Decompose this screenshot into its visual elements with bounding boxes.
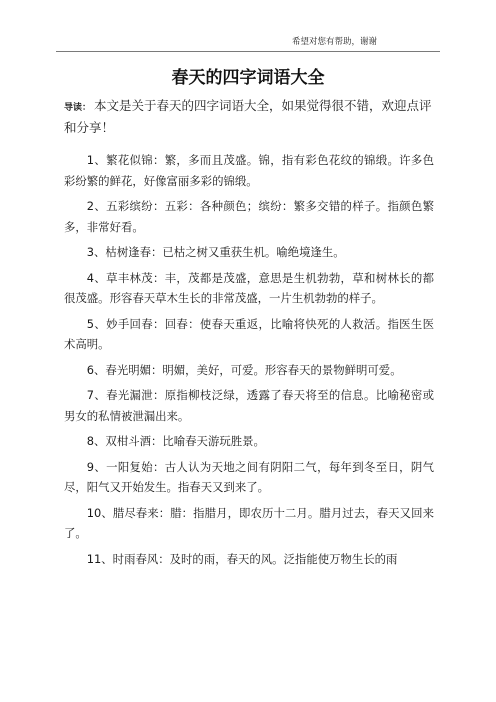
intro-paragraph [64, 96, 434, 138]
entry-item: 9、一阳复始：古人认为天地之间有阴阳二气，每年到冬至日，阴气尽，阳气又开始发生。指春天又到来了。 [64, 459, 434, 494]
entry-list [64, 150, 434, 574]
entry-item: 3、枯树逢春：已枯之树又重获生机。喻绝境逢生。 [86, 245, 345, 259]
header-divider [56, 51, 440, 52]
entry-item: 8、双柑斗酒：比喻春天游玩胜景。 [86, 434, 265, 448]
entry-item: 6、春光明媚：明媚，美好，可爱。形容春天的景物鲜明可爱。 [86, 362, 402, 377]
entry-item: 1、繁花似锦：繁，多而且茂盛。锦，指有彩色花纹的锦缎。许多色彩纷繁的鲜花，好像富丽多彩的锦缎。 [64, 153, 434, 188]
entry-item: 7、春光漏泄：原指柳枝泛绿，透露了春天将至的信息。比喻秘密或男女的私情被泄漏出来。 [64, 388, 434, 423]
entry-item: 11、时雨春风：及时的雨，春天的风。泛指能使万物生长的雨 [86, 551, 398, 566]
intro-text: 本文是关于春天的四字词语大全，如果觉得很不错，欢迎点评和分享！ [64, 98, 432, 135]
document-title: 春天的四字词语大全 [171, 68, 325, 88]
entry-item: 10、腊尽春来：腊：指腊月，即农历十二月。腊月过去，春天又回来了。 [64, 505, 434, 540]
entry-item: 4、草丰林茂：丰，茂都是茂盛，意思是生机勃勃，草和树林长的都很茂盛。形容春天草木生长的非常茂盛，一片生机勃勃的样子。 [64, 270, 434, 305]
entry-item: 5、妙手回春：回春：使春天重返，比喻将快死的人救活。指医生医术高明。 [64, 316, 434, 351]
intro-label: 导读： [64, 103, 92, 113]
entry-item: 2、五彩缤纷：五彩：各种颜色；缤纷：繁多交错的样子。指颜色繁多，非常好看。 [64, 199, 434, 234]
header-note: 希望对您有帮助，谢谢 [292, 37, 378, 47]
